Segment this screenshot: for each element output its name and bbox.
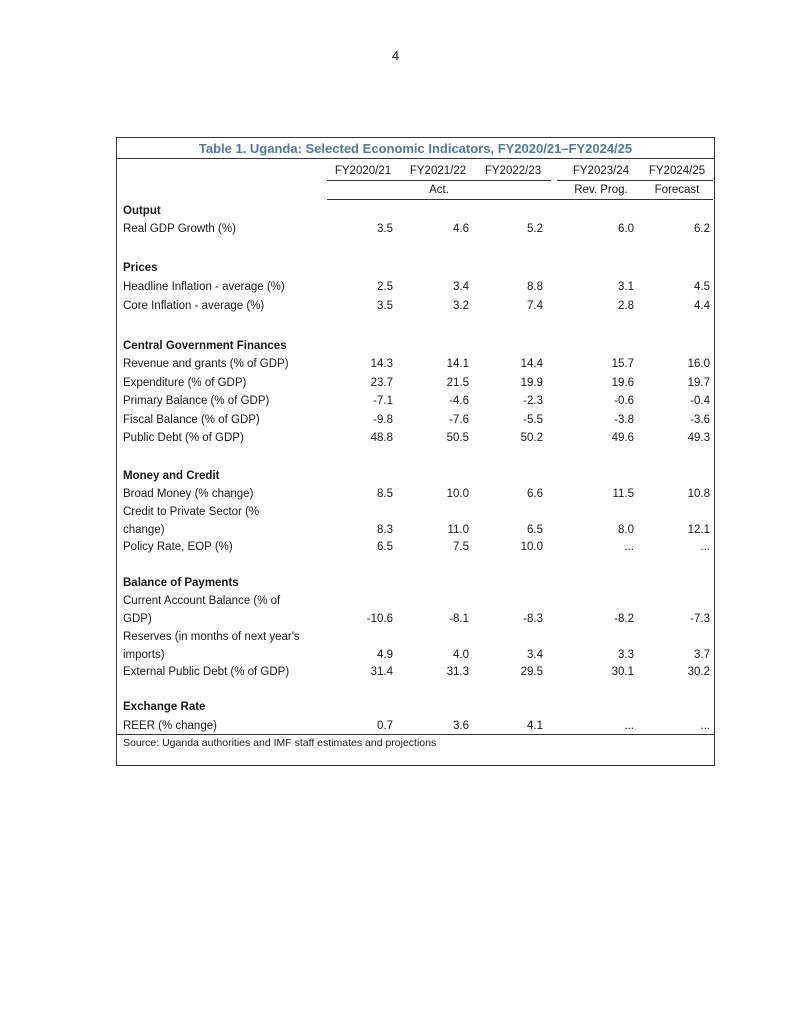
section-title-output: Output — [123, 205, 161, 217]
table-cell: 30.2 — [687, 666, 710, 678]
row-label: Public Debt (% of GDP) — [123, 432, 244, 444]
table-cell: 14.1 — [446, 358, 469, 370]
table-cell: 8.8 — [527, 281, 543, 293]
row-label: Reserves (in months of next year's — [123, 631, 300, 643]
header-rule — [327, 180, 551, 181]
table-cell: 10.0 — [520, 541, 543, 553]
table-cell: 50.2 — [520, 432, 543, 444]
table-cell: 3.6 — [453, 720, 469, 732]
table-cell: -7.3 — [690, 613, 710, 625]
table-cell: 4.5 — [694, 281, 710, 293]
table-cell: 3.4 — [527, 649, 543, 661]
header-rule — [557, 180, 713, 181]
subheader-rule — [327, 199, 713, 200]
table-cell: ... — [624, 720, 634, 732]
table-cell: 12.1 — [687, 524, 710, 536]
table-cell: 5.2 — [527, 223, 543, 235]
table-cell: -8.2 — [614, 613, 634, 625]
table-cell: 10.8 — [687, 488, 710, 500]
table-cell: 4.0 — [453, 649, 469, 661]
table-cell: -5.5 — [523, 414, 543, 426]
row-label: imports) — [123, 649, 165, 661]
table-cell: 6.5 — [527, 524, 543, 536]
row-label: Policy Rate, EOP (%) — [123, 541, 233, 553]
table-cell: 0.7 — [377, 720, 393, 732]
row-label: External Public Debt (% of GDP) — [123, 666, 290, 678]
row-label: Core Inflation - average (%) — [123, 300, 265, 312]
table-cell: 2.5 — [377, 281, 393, 293]
table-cell: -10.6 — [366, 613, 393, 625]
table-cell: -8.1 — [449, 613, 469, 625]
economic-indicators-table — [116, 137, 715, 766]
row-label: Headline Inflation - average (%) — [123, 281, 285, 293]
table-cell: 3.3 — [618, 649, 634, 661]
table-cell: 4.6 — [453, 223, 469, 235]
row-label: GDP) — [123, 613, 152, 625]
table-cell: 3.7 — [694, 649, 710, 661]
row-label: REER (% change) — [123, 720, 217, 732]
section-title-central-government-finances: Central Government Finances — [123, 340, 287, 352]
column-header: FY2021/22 — [409, 165, 467, 177]
table-cell: ... — [700, 541, 710, 553]
table-cell: 7.5 — [453, 541, 469, 553]
table-cell: 16.0 — [687, 358, 710, 370]
table-cell: -9.8 — [373, 414, 393, 426]
row-label: Current Account Balance (% of — [123, 595, 281, 607]
table-cell: 4.1 — [527, 720, 543, 732]
subheader-act: Act. — [429, 184, 449, 196]
table-cell: -7.1 — [373, 395, 393, 407]
table-cell: 3.4 — [453, 281, 469, 293]
row-label: Fiscal Balance (% of GDP) — [123, 414, 260, 426]
table-cell: 11.5 — [612, 488, 634, 500]
table-cell: 4.9 — [377, 649, 393, 661]
row-label: Real GDP Growth (%) — [123, 223, 236, 235]
row-label: Broad Money (% change) — [123, 488, 254, 500]
table-cell: 6.6 — [527, 488, 543, 500]
table-cell: 19.6 — [611, 377, 634, 389]
table-cell: 4.4 — [694, 300, 710, 312]
table-cell: 3.5 — [377, 223, 393, 235]
table-cell: 15.7 — [611, 358, 634, 370]
table-cell: 21.5 — [446, 377, 469, 389]
table-cell: 14.3 — [370, 358, 393, 370]
column-header: FY2024/25 — [648, 165, 706, 177]
table-cell: 19.9 — [520, 377, 543, 389]
column-header: FY2022/23 — [484, 165, 542, 177]
table-title: Table 1. Uganda: Selected Economic Indicators, FY2020/21–FY2024/25 — [117, 138, 714, 159]
table-cell: 49.6 — [611, 432, 634, 444]
table-cell: 2.8 — [618, 300, 634, 312]
row-label: Primary Balance (% of GDP) — [123, 395, 270, 407]
column-header: FY2020/21 — [334, 165, 392, 177]
table-cell: -3.8 — [614, 414, 634, 426]
table-cell: ... — [700, 720, 710, 732]
table-cell: 10.0 — [446, 488, 469, 500]
section-title-balance-of-payments: Balance of Payments — [123, 577, 239, 589]
table-cell: 14.4 — [520, 358, 543, 370]
table-cell: 11.0 — [447, 524, 469, 536]
row-label: Expenditure (% of GDP) — [123, 377, 247, 389]
table-cell: 8.3 — [377, 524, 393, 536]
table-cell: -0.6 — [614, 395, 634, 407]
table-cell: 50.5 — [446, 432, 469, 444]
table-source-note: Source: Uganda authorities and IMF staff estimates and projections — [123, 737, 437, 749]
subheader-forecast: Forecast — [654, 184, 700, 196]
table-cell: 48.8 — [370, 432, 393, 444]
row-label: Revenue and grants (% of GDP) — [123, 358, 289, 370]
table-cell: -8.3 — [523, 613, 543, 625]
column-header: FY2023/24 — [572, 165, 630, 177]
table-cell: 8.0 — [618, 524, 634, 536]
table-cell: -0.4 — [690, 395, 710, 407]
table-cell: 3.5 — [377, 300, 393, 312]
table-cell: 19.7 — [687, 377, 710, 389]
table-cell: -2.3 — [523, 395, 543, 407]
row-label: Credit to Private Sector (% — [123, 506, 260, 518]
section-title-money-and-credit: Money and Credit — [123, 470, 220, 482]
row-label: change) — [123, 524, 165, 536]
table-cell: -3.6 — [690, 414, 710, 426]
table-cell: 6.2 — [694, 223, 710, 235]
table-cell: 31.3 — [446, 666, 469, 678]
section-title-prices: Prices — [123, 262, 158, 274]
table-cell: 7.4 — [527, 300, 543, 312]
table-cell: ... — [624, 541, 634, 553]
table-cell: 3.2 — [453, 300, 469, 312]
table-cell: 6.5 — [377, 541, 393, 553]
subheader-rev-prog: Rev. Prog. — [574, 184, 628, 196]
table-cell: 3.1 — [618, 281, 634, 293]
table-cell: 31.4 — [370, 666, 393, 678]
table-cell: 6.0 — [618, 223, 634, 235]
table-cell: 29.5 — [520, 666, 543, 678]
table-cell: 30.1 — [611, 666, 634, 678]
section-title-exchange-rate: Exchange Rate — [123, 701, 206, 713]
page-number: 4 — [391, 48, 400, 63]
table-cell: -7.6 — [449, 414, 469, 426]
table-cell: 23.7 — [370, 377, 393, 389]
table-cell: 49.3 — [687, 432, 710, 444]
table-cell: 8.5 — [377, 488, 393, 500]
table-cell: -4.6 — [449, 395, 469, 407]
